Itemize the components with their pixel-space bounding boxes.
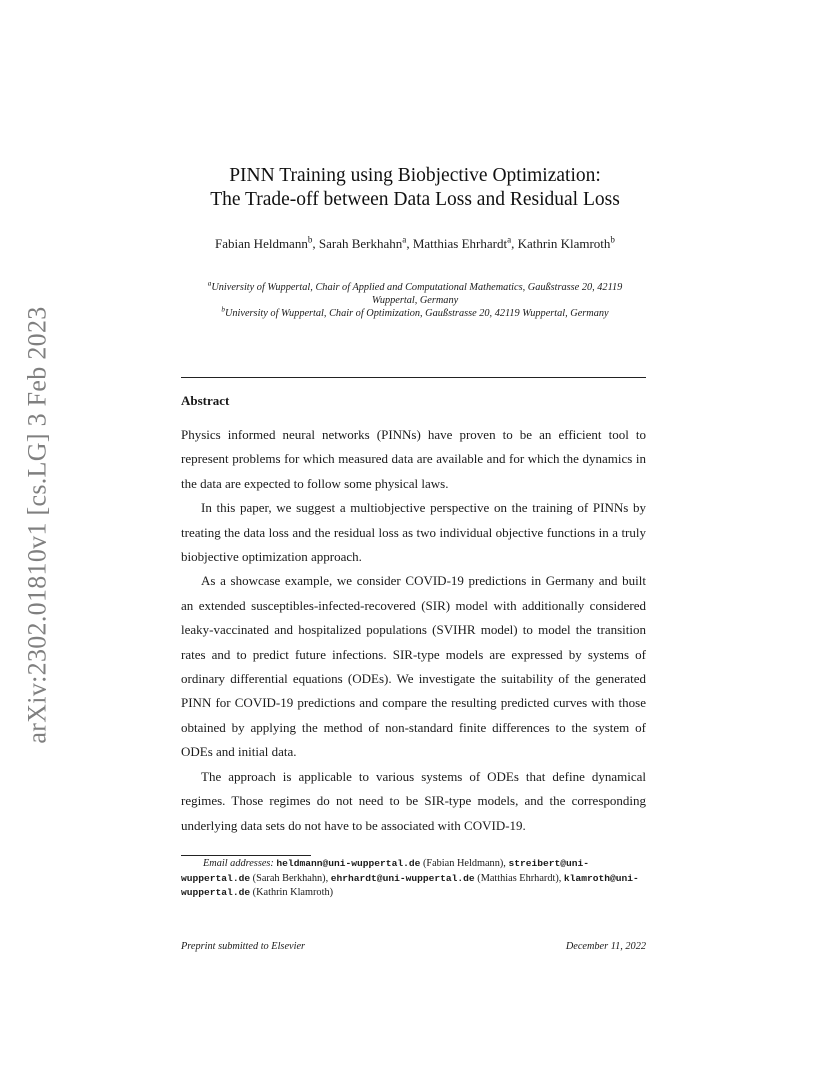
email-owner: (Kathrin Klamroth)	[252, 887, 334, 898]
arxiv-identifier-text: arXiv:2302.01810v1 [cs.LG] 3 Feb 2023	[23, 306, 52, 744]
author-name: Fabian Heldmann	[215, 236, 308, 251]
abstract-top-rule	[181, 377, 646, 378]
author	[319, 236, 406, 251]
footnote-rule	[181, 855, 311, 856]
preprint-note: Preprint submitted to Elsevier	[181, 941, 306, 952]
author-name: Sarah Berkhahn	[318, 236, 403, 251]
footnote-separator: ,	[558, 872, 564, 884]
affiliation-a	[190, 281, 640, 307]
affiliation-b	[190, 307, 640, 320]
arxiv-identifier	[18, 295, 58, 755]
footnote-separator: ,	[325, 872, 331, 884]
title-line-2: The Trade-off between Data Loss and Residual Loss	[210, 189, 620, 210]
email-footnote	[181, 857, 646, 901]
email-link[interactable]: streibert@uni-wuppertal.de	[181, 858, 590, 884]
author-list	[180, 235, 650, 253]
author	[518, 236, 615, 251]
title-line-1: PINN Training using Biobjective Optimization:	[229, 165, 601, 186]
footnote-label: Email addresses:	[203, 858, 274, 869]
affiliation-b-text: University of Wuppertal, Chair of Optimization, Gaußstrasse 20, 42119 Wuppertal, Germany	[224, 308, 609, 319]
footnote-separator: ,	[503, 858, 509, 869]
paper-title	[150, 164, 680, 212]
author-name: Kathrin Klamroth	[517, 236, 611, 251]
affiliation-b-mark: b	[221, 305, 225, 314]
email-owner: (Matthias Ehrhardt)	[477, 872, 559, 884]
author-separator: ,	[312, 236, 319, 251]
abstract-paragraph: Physics informed neural networks (PINNs) have proven to be an efficient tool to represent problems for which measured data are available and for which the dynamics in the data are expected to follow some physical laws.	[181, 427, 646, 491]
author	[215, 236, 312, 251]
affiliation-a-text: University of Wuppertal, Chair of Applied and Computational Mathematics, Gaußstrasse 20, 42119 Wuppertal, Germany	[211, 282, 623, 306]
author-name: Matthias Ehrhardt	[412, 236, 508, 251]
author-separator: ,	[511, 236, 518, 251]
author-affiliation-mark: b	[610, 234, 615, 245]
abstract-paragraph: As a showcase example, we consider COVID-19 predictions in Germany and built an extended susceptibles-infected-recovered (SIR) model with additionally considered leaky-vaccinated and hospitalized populations (SVIHR model) to model the transition rates and to predict future infections. SIR-type models are expressed by systems of ordinary differential equations (ODEs). We investigate the suitability of the generated PINN for COVID-19 predictions and compare the resulting predicted curves with those obtained by applying the method of non-standard finite differences to the system of ODEs and initial data.	[181, 573, 646, 760]
author-affiliation-mark: a	[507, 234, 512, 245]
submission-date: December 11, 2022	[565, 941, 646, 952]
email-owner: (Fabian Heldmann)	[422, 858, 504, 869]
author	[413, 236, 511, 251]
abstract-paragraph: The approach is applicable to various systems of ODEs that define dynamical regimes. Those regimes do not need to be SIR-type models, and the corresponding underlying data sets do not have to be associated with COVID-19.	[181, 768, 646, 833]
email-link[interactable]: ehrhardt@uni-wuppertal.de	[330, 872, 475, 884]
email-owner: (Sarah Berkhahn)	[252, 872, 326, 884]
author-affiliation-mark: a	[402, 234, 407, 245]
abstract-body	[181, 423, 646, 838]
abstract-paragraph: In this paper, we suggest a multiobjective perspective on the training of PINNs by treating the data loss and the residual loss as two individual objective functions in a truly biobjective optimization approach.	[181, 500, 646, 565]
email-link[interactable]: klamroth@uni-wuppertal.de	[181, 872, 639, 898]
author-separator: ,	[406, 236, 413, 251]
abstract-heading: Abstract	[181, 393, 230, 408]
email-link[interactable]: heldmann@uni-wuppertal.de	[276, 858, 421, 869]
author-affiliation-mark: b	[307, 234, 313, 245]
affiliations	[190, 281, 640, 320]
affiliation-a-mark: a	[207, 279, 212, 288]
